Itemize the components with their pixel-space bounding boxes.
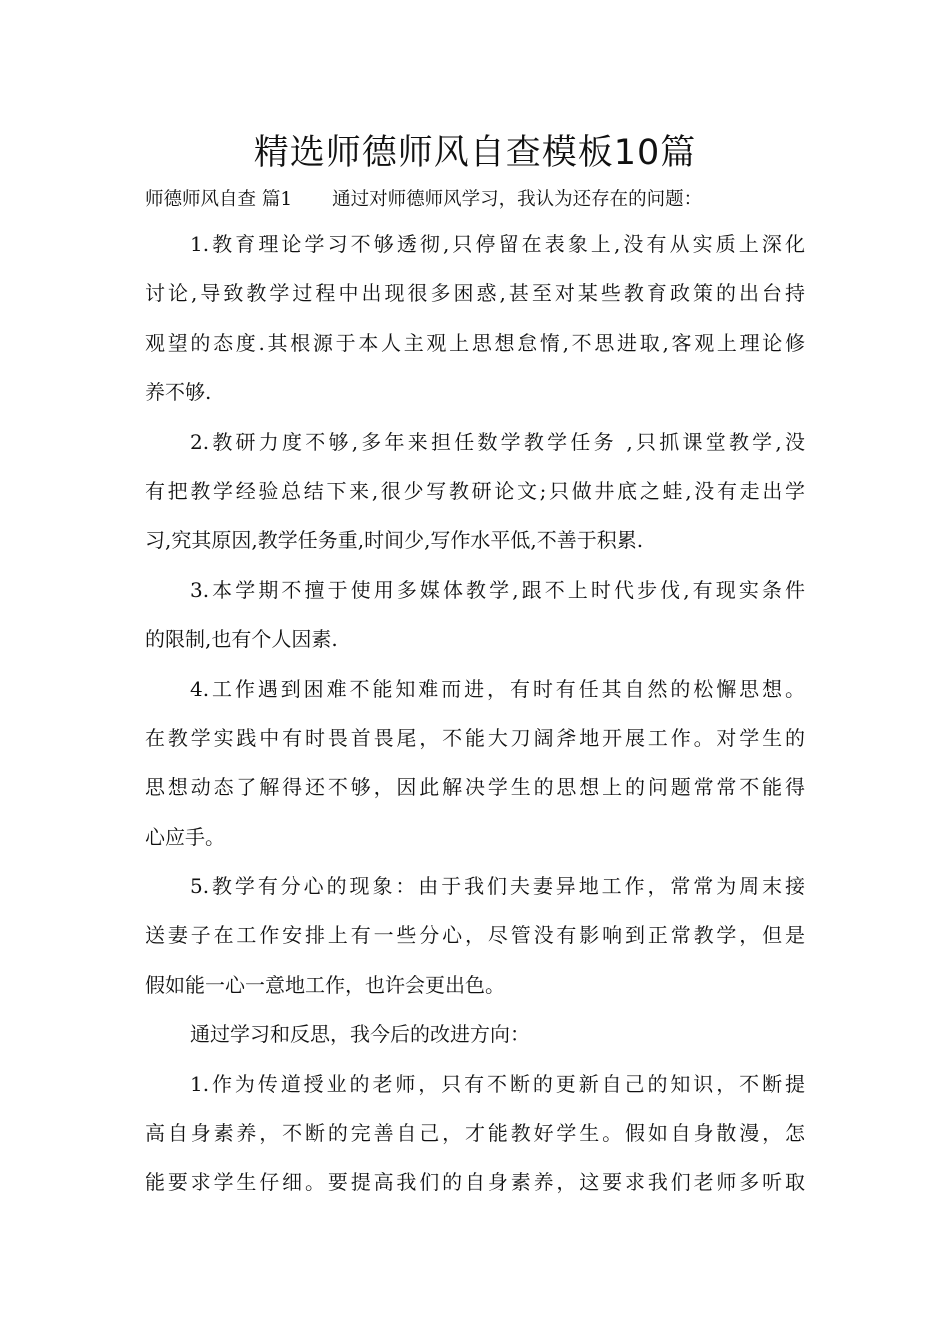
paragraph-line: 3.本学期不擅于使用多媒体教学,跟不上时代步伐,有现实条件: [190, 577, 805, 602]
document-body: [145, 180, 805, 1208]
document-title: 精选师德师风自查模板10篇: [253, 133, 697, 173]
paragraph-line: 心应手。: [145, 824, 225, 849]
paragraph-line: 假如能一心一意地工作，也许会更出色。: [145, 972, 505, 997]
paragraph-line: 有把教学经验总结下来,很少写教研论文;只做井底之蛙,没有走出学: [145, 478, 805, 503]
paragraph-line: 习,究其原因,教学任务重,时间少,写作水平低,不善于积累.: [145, 528, 644, 553]
paragraph-line: 养不够.: [145, 380, 212, 405]
paragraph-line: 1.教育理论学习不够透彻,只停留在表象上,没有从实质上深化: [190, 232, 805, 256]
intro-text: 通过对师德师风学习，我认为还存在的问题：: [332, 189, 703, 210]
paragraph-line: 讨论,导致教学过程中出现很多困惑,甚至对某些教育政策的出台持: [145, 281, 805, 306]
paragraph-line: 1.作为传道授业的老师，只有不断的更新自己的知识，不断提: [190, 1071, 805, 1096]
section-header-line: [145, 180, 805, 220]
paragraph-line: 5.教学有分心的现象：由于我们夫妻异地工作，常常为周末接: [190, 874, 805, 899]
section-label: 师德师风自查 篇1: [145, 189, 293, 210]
paragraph-line: 4.工作遇到困难不能知难而进，有时有任其自然的松懈思想。: [190, 676, 805, 701]
paragraph-line: 的限制,也有个人因素.: [145, 627, 338, 652]
paragraph-line: 能要求学生仔细。要提高我们的自身素养，这要求我们老师多听取: [145, 1170, 805, 1195]
paragraph-line: 通过学习和反思，我今后的改进方向：: [190, 1022, 530, 1047]
paragraph-line: 思想动态了解得还不够，因此解决学生的思想上的问题常常不能得: [145, 775, 805, 800]
paragraph-line: 观望的态度.其根源于本人主观上思想怠惰,不思进取,客观上理论修: [145, 330, 805, 355]
paragraph-line: 高自身素养，不断的完善自己，才能教好学生。假如自身散漫，怎: [145, 1121, 805, 1146]
paragraph-line: 在教学实践中有时畏首畏尾，不能大刀阔斧地开展工作。对学生的: [145, 725, 805, 750]
paragraph-line: 2.教研力度不够,多年来担任数学教学任务 ,只抓课堂教学,没: [190, 429, 805, 454]
paragraph-line: 送妻子在工作安排上有一些分心，尽管没有影响到正常教学，但是: [145, 923, 805, 948]
